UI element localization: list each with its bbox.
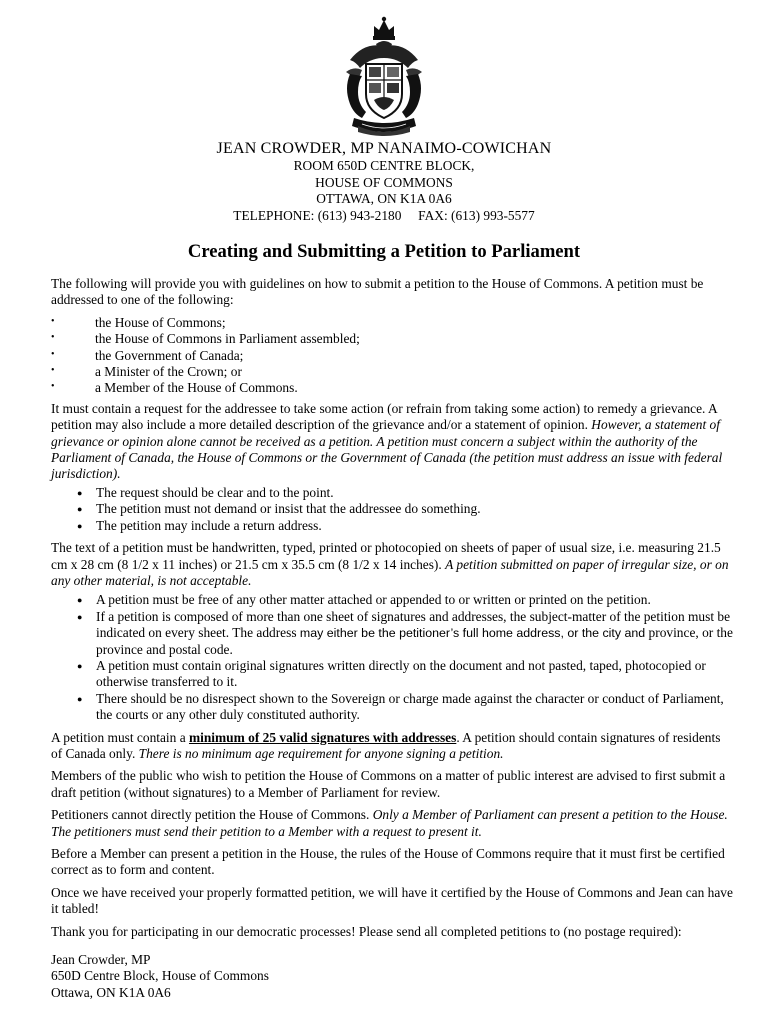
direct-text: Petitioners cannot directly petition the House of Commons. [51,807,373,823]
request-bullets [51,485,733,534]
rule-text: province, or the province and postal code. [96,625,733,657]
signatures-note: There is no minimum age requirement for anyone signing a petition. [138,745,504,761]
list-item [51,609,733,658]
list-item: ● A petition must contain original signatures written directly on the document and not pasted, taped, photocopied or otherwise transferred to it. [51,658,733,691]
thanks-paragraph: Thank you for participating in our democratic processes! Please send all completed petitions to (no postage required): [51,923,682,939]
rule-text: If a petition is composed of more than one sheet of signatures and addresses, the subject-matter of the petition must be indicated on every sheet. The address [96,608,731,641]
request-text: It must contain a request for the addressee to take some action (or refrain from taking some action) to remedy a grievance. A petition may also include a more detailed description of the grievance and/or a statement of opinion. [51,400,717,433]
telephone-label: TELEPHONE [233,207,311,223]
list-item: ● The petition may include a return address. [51,518,733,534]
fax-value: : (613) 993-5577 [443,207,535,223]
rule-text-sans: may either be the petitioner’s full home address, or the city and [299,626,646,641]
signatures-paragraph [51,730,733,763]
mailing-address [51,952,733,1001]
request-paragraph [51,401,733,483]
paper-size-note: A petition submitted on paper of irregular size, or on any other material, is not acceptable. [51,556,729,588]
address-line: Ottawa, ON K1A 0A6 [51,984,171,1000]
list-item: • a Minister of the Crown; or [51,364,733,380]
list-item: • the House of Commons; [51,315,733,331]
page-title: Creating and Submitting a Petition to Parliament [187,241,581,262]
received-paragraph: Once we have received your properly formatted petition, we will have it certified by the House of Commons and Jean can have it tabled! [51,884,733,917]
rules-bullets [51,592,733,723]
list-item: • the Government of Canada; [51,348,733,364]
signatures-minimum: minimum of 25 valid signatures with addresses [188,729,457,745]
telephone-value: : (613) 943-2180 [310,207,402,223]
paper-size-paragraph [51,540,733,589]
addressee-list [51,315,733,397]
coat-of-arms-crest-icon [340,14,428,136]
list-item: ● The petition must not demand or insist that the addressee do something. [51,501,733,517]
document-body [51,276,733,1001]
address-line: Jean Crowder, MP [51,952,151,968]
office-room: ROOM 650D CENTRE BLOCK, [293,158,475,173]
paper-size-text: The text of a petition must be handwritten, typed, printed or photocopied on sheets of paper of usual size, i.e. measuring 21.5 cm x 28 cm (8 1/2 x 11 inches) or 21.5 cm x 35.5 cm (8 1/2 x 14 inches). [51,540,721,572]
list-item: ● A petition must be free of any other matter attached or appended to or written or printed on the petition. [51,592,733,608]
address-line: 650D Centre Block, House of Commons [51,968,269,984]
fax-label: FAX [418,207,444,223]
signatures-text: A petition must contain a [51,729,189,745]
list-item: • the House of Commons in Parliament assembled; [51,331,733,347]
office-city: OTTAWA, ON K1A 0A6 [316,191,452,206]
direct-note: Only a Member of Parliament can present a petition to the House. The petitioners must send their petition to a Member with a request to present it. [51,807,728,839]
intro-paragraph: The following will provide you with guidelines on how to submit a petition to the House of Commons. A petition must be addressed to one of the following: [51,276,704,308]
public-paragraph: Members of the public who wish to petition the House of Commons on a matter of public interest are advised to first submit a draft petition (without signatures) to a Member of Parliament for review. [51,768,726,800]
request-note: However, a statement of grievance or opinion alone cannot be received as a petition. A petition must concern a subject within the authority of the Parliament of Canada, the House of Commons or the Government of Canada (the petition must address an issue with federal jurisdiction). [51,417,723,482]
signatures-text: . A petition should contain signatures of residents of Canada only. [51,729,721,761]
list-item: ● The request should be clear and to the point. [51,485,733,501]
contact-line [0,208,768,225]
certify-paragraph: Before a Member can present a petition in the House, the rules of the House of Commons require that it must first be certified correct as to form and content. [51,846,725,878]
list-item: • a Member of the House of Commons. [51,380,733,396]
direct-petition-paragraph [51,807,733,840]
letterhead [0,139,768,224]
list-item: ● There should be no disrespect shown to the Sovereign or charge made against the character or conduct of Parliament, the courts or any other duly constituted authority. [51,691,733,724]
mp-name: JEAN CROWDER, MP NANAIMO-COWICHAN [216,140,552,157]
office-building: HOUSE OF COMMONS [315,174,453,190]
